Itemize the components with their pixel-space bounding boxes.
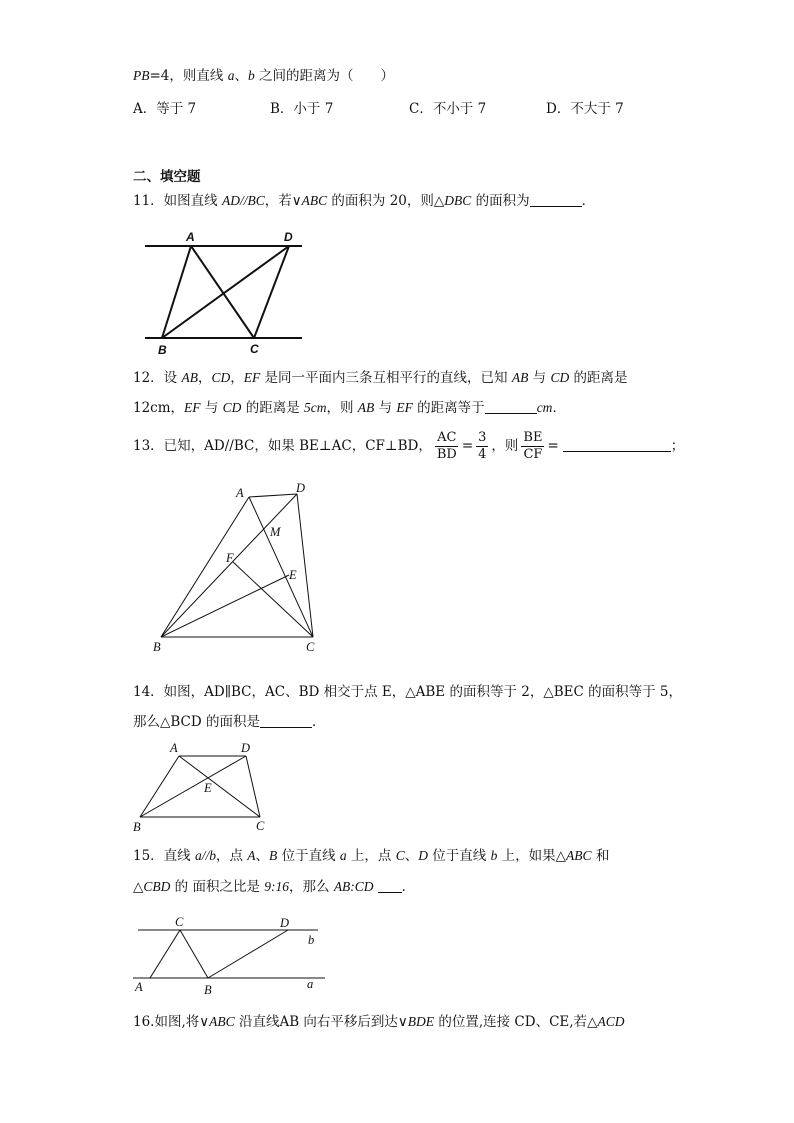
q11-figure xyxy=(140,226,310,356)
q15-label-a: A xyxy=(135,980,143,994)
q15-text: ，那么 xyxy=(289,879,334,895)
q12-text: 12．设 xyxy=(133,370,182,386)
q15-figure xyxy=(130,912,330,1002)
q12-math-cd: CD xyxy=(211,370,231,385)
q14-period: ． xyxy=(312,714,326,730)
q15-label-b: B xyxy=(204,983,212,997)
q13-fraction-ac-bd xyxy=(435,430,459,463)
q11-answer-blank[interactable] xyxy=(530,192,582,207)
q13-frac2-denominator: 4 xyxy=(478,447,487,462)
q15-period: ． xyxy=(401,879,416,895)
q13-stem xyxy=(133,426,684,466)
q16-stem xyxy=(133,1012,624,1032)
q15-stem-line2 xyxy=(133,877,415,897)
q12-text: 12cm xyxy=(133,400,171,416)
q14-seg-ab xyxy=(140,756,179,817)
q11-stem xyxy=(133,191,595,211)
q12-math-ef: EF xyxy=(396,400,413,415)
q15-math-d: D xyxy=(418,848,428,863)
q12-text: ，则 xyxy=(326,400,358,416)
q13-seg-cf xyxy=(233,562,313,637)
q12-unit: cm xyxy=(536,400,553,415)
q13-seg-ac xyxy=(249,497,313,637)
q15-text: 、 xyxy=(404,848,419,864)
q10-option-b[interactable]: B．小于 7 xyxy=(270,101,334,117)
q10-option-a[interactable]: A．等于 7 xyxy=(133,101,197,117)
q11-label-b: B xyxy=(158,343,167,357)
q13-fraction-3-4 xyxy=(476,430,488,463)
q12-text: 与 xyxy=(374,400,397,416)
q12-answer-blank[interactable] xyxy=(485,399,537,414)
q15-math-a-parallel-b: a//b xyxy=(194,848,216,863)
q15-math-abc: △ABC xyxy=(555,848,592,863)
q15-seg-ac xyxy=(150,930,180,978)
q15-math-c: C xyxy=(395,848,405,863)
q13-label-d: D xyxy=(296,481,306,495)
q11-period: ． xyxy=(581,193,596,209)
q10-var-a: a xyxy=(227,68,235,83)
q15-text: 位于直线 xyxy=(277,848,340,864)
q11-text: 的面积为 20，则 xyxy=(327,193,434,209)
q12-math-5cm: 5cm xyxy=(304,400,327,415)
q12-text: 与 xyxy=(528,370,551,386)
q10-var-b: b xyxy=(247,68,255,83)
q12-text: 的距离等于 xyxy=(412,400,485,416)
q13-semicolon: ； xyxy=(670,438,685,454)
q13-equals: = xyxy=(461,438,474,454)
q11-seg-db xyxy=(162,246,289,338)
q13-label-e: E xyxy=(289,568,297,582)
q12-math-ef: EF xyxy=(184,400,201,415)
q13-frac3-numerator: BE xyxy=(523,430,543,445)
q14-seg-bd xyxy=(140,756,246,817)
q15-text: 位于直线 xyxy=(428,848,491,864)
q11-math-ad-bc: AD//BC xyxy=(221,193,265,208)
q13-seg-dc xyxy=(297,494,313,637)
q11-label-c: C xyxy=(250,342,259,356)
q15-text: 和 xyxy=(591,848,610,864)
q16-text: 沿直线AB 向右平移后到达 xyxy=(234,1014,398,1030)
q15-math-cbd: △CBD xyxy=(133,879,171,894)
q10-text-end: 之间的距离为（ ） xyxy=(254,68,394,84)
q15-label-d: D xyxy=(280,916,290,930)
q12-text: 是同一平面内三条互相平行的直线，已知 xyxy=(260,370,512,386)
q12-period: ． xyxy=(552,400,566,416)
q14-stem-line1: 14．如图，AD∥BC，AC、BD 相交于点 E，△ABE 的面积等于 2，△BEC 的面积等于 5， xyxy=(133,684,682,700)
q15-text: ，点 xyxy=(216,848,248,864)
q12-text: ， xyxy=(170,400,185,416)
q13-label-c: C xyxy=(306,640,315,654)
q10-option-c[interactable]: C．不小于 7 xyxy=(409,101,487,117)
q10-text: =4，则直线 xyxy=(149,68,228,84)
q16-math-abc: ∨ABC xyxy=(199,1014,235,1029)
q12-math-ef: EF xyxy=(243,370,261,385)
q13-frac3-denominator: CF xyxy=(523,447,543,462)
q13-seg-ad xyxy=(249,494,297,497)
q13-text: ，则 xyxy=(491,438,519,454)
q14-label-c: C xyxy=(256,819,265,833)
q16-math-acd: △ACD xyxy=(587,1014,625,1029)
q12-math-ab: AB xyxy=(511,370,529,385)
q15-label-a-line: a xyxy=(307,977,314,991)
q15-text: 15．直线 xyxy=(133,848,195,864)
q15-label-c: C xyxy=(175,915,184,929)
q15-math-ab-cd: AB:CD xyxy=(333,879,374,894)
q11-seg-ab xyxy=(162,246,191,338)
q13-equals: = xyxy=(547,438,559,454)
q13-text: 13．已知，AD//BC，如果 BE⊥AC，CF⊥BD， xyxy=(133,438,432,454)
q16-math-bde: ∨BDE xyxy=(397,1014,435,1029)
q12-text: ， xyxy=(230,370,244,386)
q15-seg-cb xyxy=(180,930,208,978)
q13-frac1-numerator: AC xyxy=(437,430,457,445)
q14-label-d: D xyxy=(241,741,251,755)
q15-math-line-a: a xyxy=(339,848,347,863)
q14-figure xyxy=(130,740,280,835)
q13-figure xyxy=(150,480,330,660)
section-title: 二、填空题 xyxy=(133,169,201,185)
q12-math-cd: CD xyxy=(550,370,570,385)
q13-label-f: F xyxy=(226,551,234,565)
q15-math-line-b: b xyxy=(490,848,498,863)
q11-text: 11．如图直线 xyxy=(133,193,222,209)
q11-math-dbc: △DBC xyxy=(433,193,472,208)
q10-stem xyxy=(133,66,394,86)
q10-pb: PB xyxy=(133,68,150,83)
q14-text: 那么△BCD 的面积是 xyxy=(133,714,260,730)
q16-text: 的位置,连接 CD、CE,若 xyxy=(434,1014,588,1030)
q12-math-ab: AB xyxy=(357,400,375,415)
q14-label-b: B xyxy=(133,820,141,834)
q13-frac2-numerator: 3 xyxy=(478,430,487,445)
q15-label-b-line: b xyxy=(308,933,315,947)
q15-text: 上，点 xyxy=(346,848,396,864)
q12-text: 与 xyxy=(200,400,223,416)
q13-frac1-denominator: BD xyxy=(436,447,457,462)
q10-option-d[interactable]: D．不大于 7 xyxy=(546,101,624,117)
q14-label-a: A xyxy=(170,741,178,755)
q13-label-m: M xyxy=(270,525,281,539)
q13-fraction-be-cf xyxy=(521,430,544,463)
q12-stem-line2 xyxy=(133,398,566,418)
q12-math-ab: AB xyxy=(181,370,198,385)
q15-math-a: A xyxy=(247,848,256,863)
q15-text: 的 面积之比是 xyxy=(170,879,265,895)
q15-math-b: B xyxy=(269,848,278,863)
q14-answer-blank[interactable] xyxy=(260,713,312,728)
q12-stem-line1 xyxy=(133,368,628,388)
q12-text: 的距离是 xyxy=(241,400,304,416)
q10-sep: 、 xyxy=(234,68,248,84)
q12-text: 的距离是 xyxy=(569,370,628,386)
q11-text: ，若 xyxy=(264,193,292,209)
q15-stem-line1 xyxy=(133,846,609,866)
q12-math-cd: CD xyxy=(222,400,242,415)
q15-seg-bd xyxy=(208,930,288,978)
q13-label-b: B xyxy=(153,640,161,654)
q15-text: 、 xyxy=(255,848,270,864)
q13-answer-blank[interactable] xyxy=(563,437,671,452)
q14-label-e: E xyxy=(204,781,212,795)
q14-stem-line2 xyxy=(133,712,326,732)
q15-math-ratio: 9:16 xyxy=(264,879,290,894)
q11-label-d: D xyxy=(284,230,293,244)
q15-text: 上，如果 xyxy=(497,848,556,864)
q13-label-a: A xyxy=(236,486,244,500)
q11-math-abc: ∨ABC xyxy=(291,193,328,208)
q12-text: ， xyxy=(197,370,212,386)
q13-seg-bd xyxy=(161,494,297,637)
q16-text: 16.如图,将 xyxy=(133,1014,200,1030)
q11-label-a: A xyxy=(186,230,195,244)
q11-seg-ac xyxy=(191,246,254,338)
q11-text: 的面积为 xyxy=(471,193,530,209)
q15-answer-blank[interactable] xyxy=(378,878,402,893)
